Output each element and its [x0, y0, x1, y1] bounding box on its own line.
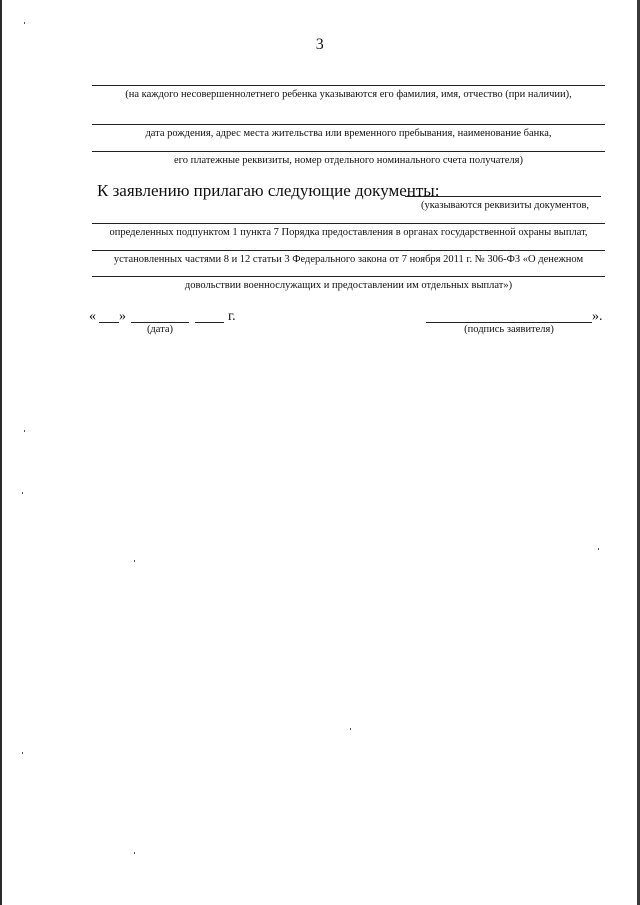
documents-fill-line-4: [92, 276, 605, 277]
date-month-line: [131, 322, 189, 323]
signature-caption: (подпись заявителя): [464, 324, 554, 335]
date-close-quote: »: [119, 309, 126, 324]
signature-line: [426, 322, 592, 323]
scan-speck: [598, 548, 599, 550]
date-year-line: [195, 322, 224, 323]
children-caption-1: (на каждого несовершеннолетнего ребенка указываются его фамилия, имя, отчество (при наличии),: [125, 89, 572, 100]
date-caption: (дата): [146, 324, 174, 335]
documents-heading: К заявлению прилагаю следующие документы:: [97, 181, 440, 200]
date-year-suffix: г.: [228, 309, 236, 324]
scan-speck: [22, 752, 23, 754]
page-edge-left: [0, 0, 2, 905]
scan-speck: [134, 852, 135, 854]
documents-fill-line-2: [92, 223, 605, 224]
date-day-line: [99, 322, 119, 323]
scan-speck: [350, 728, 351, 730]
documents-caption-4: довольствии военнослужащих и предоставлении им отдельных выплат»): [184, 280, 513, 291]
date-open-quote: «: [89, 309, 96, 324]
children-caption-3: его платежные реквизиты, номер отдельного номинального счета получателя): [174, 155, 523, 166]
scan-speck: [134, 560, 135, 562]
scan-speck: [24, 430, 25, 432]
children-caption-2: дата рождения, адрес места жительства или временного пребывания, наименование банка,: [145, 128, 552, 139]
children-fill-line-1: [92, 85, 605, 86]
documents-caption-1: (указываются реквизиты документов,: [420, 200, 590, 211]
children-fill-line-2: [92, 124, 605, 125]
documents-fill-line-1: [405, 196, 601, 197]
signature-closing: ».: [592, 309, 603, 324]
documents-caption-3: установленных частями 8 и 12 статьи 3 Федерального закона от 7 ноября 2011 г. № 306-ФЗ «О денежном: [113, 254, 584, 265]
documents-fill-line-3: [92, 250, 605, 251]
children-fill-line-3: [92, 151, 605, 152]
page-number: 3: [315, 36, 325, 53]
scan-speck: [22, 492, 23, 494]
documents-caption-2: определенных подпунктом 1 пункта 7 Порядка предоставления в органах государственной охраны выплат,: [109, 227, 588, 238]
scan-speck: [24, 22, 25, 24]
